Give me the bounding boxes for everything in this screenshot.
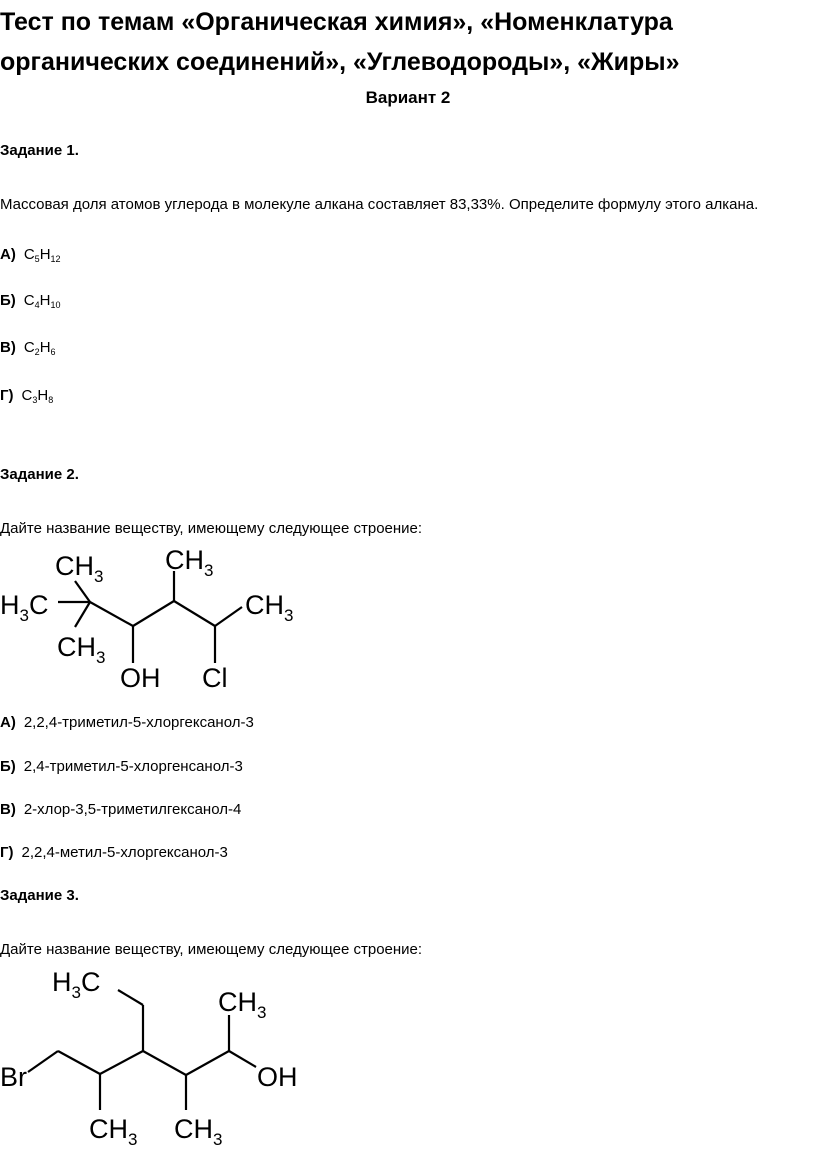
option-text: 2,2,4-метил-5-хлоргексанол-3 (21, 844, 228, 861)
task-2-option-b (0, 758, 243, 775)
task-2-structure (0, 535, 330, 695)
task-3-question: Дайте название веществу, имеющему следующее строение: (0, 941, 423, 958)
option-letter: Г) (0, 387, 14, 404)
task-3-heading: Задание 3. (0, 887, 79, 904)
option-text: 2-хлор-3,5-триметилгексанол-4 (23, 801, 242, 818)
option-text: 2,2,4-триметил-5-хлоргексанол-3 (23, 714, 254, 731)
h3c-label: $H_3C$ (0, 590, 49, 625)
oh-label: OH (257, 1062, 298, 1092)
page-title: Тест по темам «Органическая химия», «Номенклатура органических соединений», «Углеводороды», «Жиры» (0, 8, 680, 76)
option-letter: Б) (0, 292, 16, 309)
ch3-label: $CH_3$ (218, 987, 267, 1022)
formula: $C_4H_{10}$ (23, 292, 61, 310)
task-2-option-c (0, 801, 241, 818)
ch3-label: $CH_3$ (89, 1114, 138, 1149)
task-2-heading: Задание 2. (0, 466, 79, 483)
task-1-heading: Задание 1. (0, 142, 79, 159)
task-3-structure (0, 955, 320, 1168)
formula: $C_3H_8$ (21, 387, 54, 405)
task-2-question: Дайте название веществу, имеющему следующее строение: (0, 520, 423, 537)
ch3-label: $CH_3$ (174, 1114, 223, 1149)
option-letter: В) (0, 339, 16, 356)
task-1-option-c (0, 339, 56, 357)
task-1-option-a (0, 246, 61, 264)
ch3-label: $CH_3$ (165, 545, 214, 580)
ch3-label: $CH_3$ (55, 551, 104, 586)
option-letter: Г) (0, 844, 14, 861)
option-text: 2,4-триметил-5-хлоргенсанол-3 (23, 758, 243, 775)
ch3-label: $CH_3$ (57, 632, 106, 667)
br-label: Br (0, 1062, 27, 1092)
task-1-option-b (0, 292, 61, 310)
ch3-label: $CH_3$ (245, 590, 294, 625)
cl-label: Cl (202, 663, 228, 693)
task-1-option-d (0, 387, 53, 405)
variant-heading: Вариант 2 (365, 88, 451, 107)
task-2-option-a (0, 714, 254, 731)
oh-label: OH (120, 663, 161, 693)
formula: $C_2H_6$ (23, 339, 56, 357)
option-letter: Б) (0, 758, 16, 775)
task-2-option-d (0, 844, 228, 861)
option-letter: А) (0, 714, 16, 731)
formula: $C_5H_{12}$ (23, 246, 61, 264)
option-letter: В) (0, 801, 16, 818)
task-1-question: Массовая доля атомов углерода в молекуле алкана составляет 83,33%. Определите формулу этого алкана. (0, 196, 759, 213)
option-letter: А) (0, 246, 16, 263)
h3c-label: $H_3C$ (52, 967, 101, 1002)
